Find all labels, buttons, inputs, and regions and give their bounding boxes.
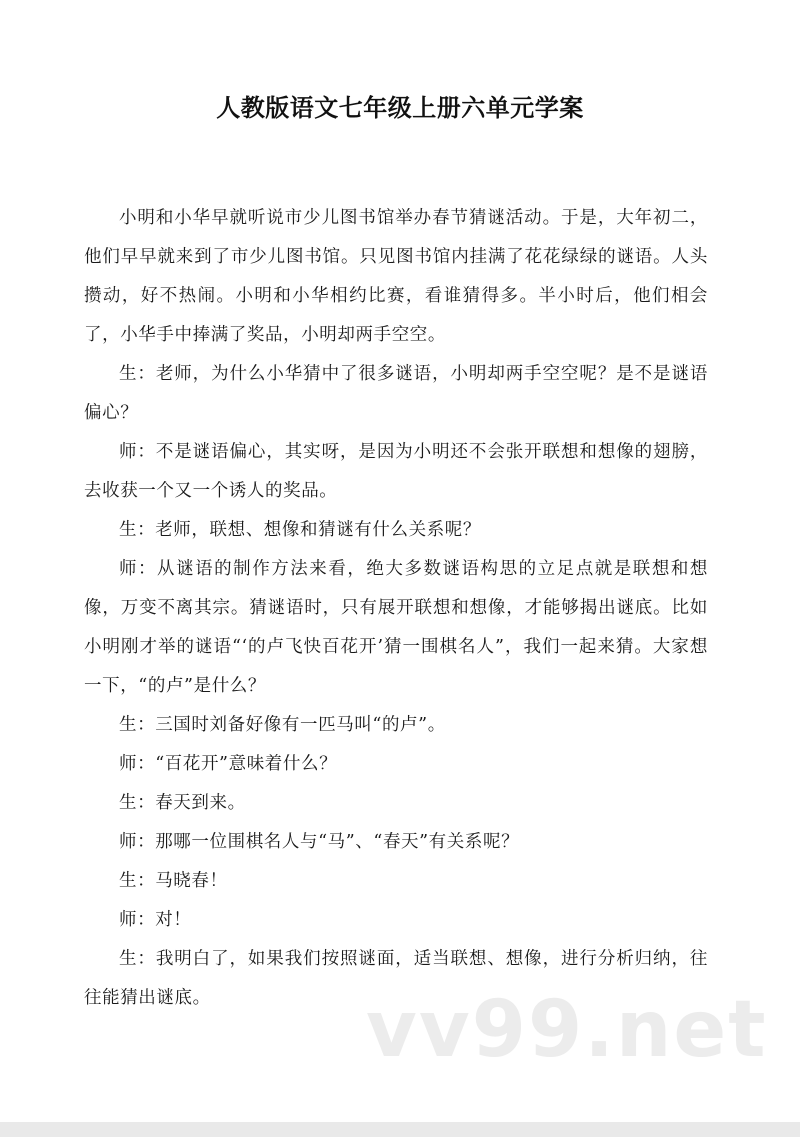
page-gap bbox=[0, 1122, 800, 1137]
paragraph-dialogue: 师：“百花开”意味着什么？ bbox=[119, 754, 338, 774]
paragraph-dialogue: 生：三国时刘备好像有一匹马叫“的卢”。 bbox=[119, 715, 446, 735]
paragraph-dialogue: 生：春天到来。 bbox=[119, 793, 246, 813]
document-title: 人教版语文七年级上册六单元学案 bbox=[216, 94, 584, 122]
watermark: vv99.net bbox=[366, 985, 768, 1075]
paragraph-dialogue: 生：我明白了，如果我们按照谜面，适当联想、想像，进行分析归纳，往往能猜出谜底。 bbox=[84, 949, 708, 1008]
paragraph-dialogue: 师：从谜语的制作方法来看，绝大多数谜语构思的立足点就是联想和想像，万变不离其宗。猜谜语时，只有展开联想和想像，才能够揭出谜底。比如小明刚才举的谜语“‘的卢飞快百花开’猜一围棋名人”，我们一起来猜。大家想一下，“的卢”是什么？ bbox=[84, 559, 708, 696]
paragraph-dialogue: 师：不是谜语偏心，其实呀，是因为小明还不会张开联想和想像的翅膀，去收获一个又一个诱人的奖品。 bbox=[84, 442, 708, 501]
document-body bbox=[84, 199, 708, 1018]
paragraph-dialogue: 生：老师，联想、想像和猜谜有什么关系呢？ bbox=[119, 520, 481, 540]
paragraph-dialogue: 师：那哪一位围棋名人与“马”、“春天”有关系呢？ bbox=[119, 832, 520, 852]
paragraph-dialogue: 生：马晓春！ bbox=[119, 871, 228, 891]
paragraph-dialogue: 师：对！ bbox=[119, 910, 192, 930]
paragraph-dialogue: 生：老师，为什么小华猜中了很多谜语，小明却两手空空呢？是不是谜语偏心？ bbox=[84, 364, 708, 423]
paragraph-intro: 小明和小华早就听说市少儿图书馆举办春节猜谜活动。于是，大年初二，他们早早就来到了市少儿图书馆。只见图书馆内挂满了花花绿绿的谜语。人头攒动，好不热闹。小明和小华相约比赛，看谁猜得多。半小时后，他们相会了，小华手中捧满了奖品，小明却两手空空。 bbox=[84, 208, 708, 345]
